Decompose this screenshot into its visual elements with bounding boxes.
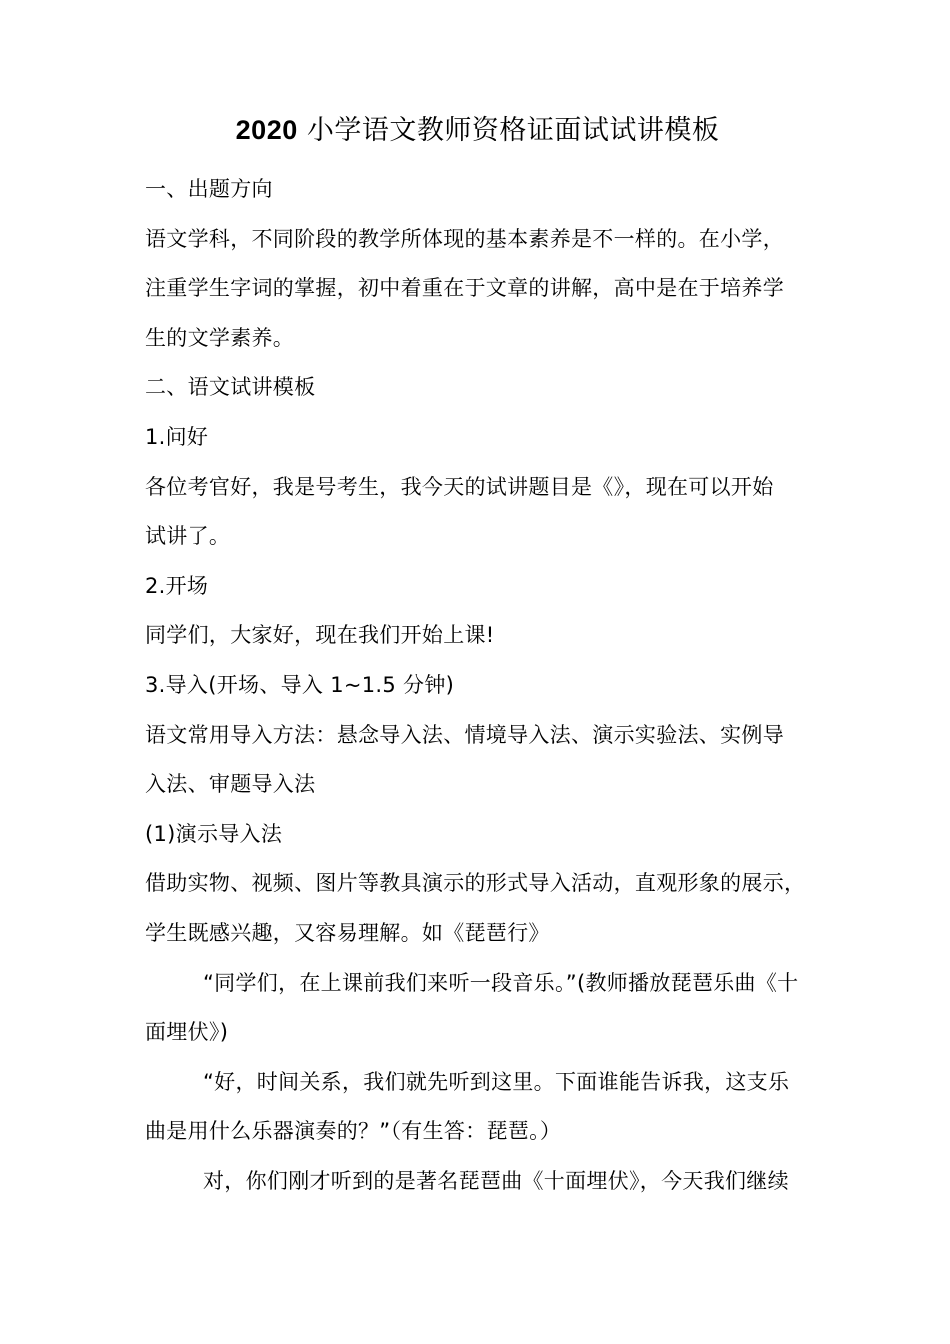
paragraph-line: 试讲了。 xyxy=(145,524,231,549)
document-title xyxy=(145,110,810,151)
paragraph-line: 生的文学素养。 xyxy=(145,325,295,350)
paragraph-line: 同学们，大家好，现在我们开始上课! xyxy=(145,623,495,648)
paragraph-line: 语文学科，不同阶段的教学所体现的基本素养是不一样的。在小学， xyxy=(145,226,784,251)
subheading-introduction: 3.导入(开场、导入 1~1.5 分钟) xyxy=(145,672,455,697)
quote-line: 面埋伏》) xyxy=(145,1020,229,1045)
paragraph-line: 借助实物、视频、图片等教具演示的形式导入活动，直观形象的展示， xyxy=(145,871,806,896)
paragraph-line: 对，你们刚才听到的是著名琵琶曲《十面埋伏》，今天我们继续 xyxy=(203,1168,789,1193)
document-body xyxy=(145,110,810,1206)
subheading-greeting: 1.问好 xyxy=(145,424,209,449)
quote-line: “好，时间关系，我们就先听到这里。下面谁能告诉我，这支乐 xyxy=(203,1069,790,1094)
paragraph-line: 入法、审题导入法 xyxy=(145,772,316,797)
subheading-opening: 2.开场 xyxy=(145,573,209,598)
quote-line: “同学们，在上课前我们来听一段音乐。”(教师播放琵琶乐曲《十 xyxy=(203,970,799,995)
quote-line: 曲是用什么乐器演奏的？”（有生答：琵琶。） xyxy=(145,1119,562,1144)
section-heading-1: 一、出题方向 xyxy=(145,177,273,201)
title-text: 小学语文教师资格证面试试讲模板 xyxy=(297,115,720,146)
section-heading-2: 二、语文试讲模板 xyxy=(145,375,316,400)
paragraph-line: 各位考官好，我是号考生，我今天的试讲题目是《》，现在可以开始 xyxy=(145,474,774,499)
paragraph-line: 语文常用导入方法：悬念导入法、情境导入法、演示实验法、实例导 xyxy=(145,722,784,747)
paragraph-line: 学生既感兴趣，又容易理解。如《琵琶行》 xyxy=(145,920,550,945)
title-year: 2020 xyxy=(235,115,298,145)
paragraph-line: 注重学生字词的掌握，初中着重在于文章的讲解，高中是在于培养学 xyxy=(145,276,784,301)
subheading-demo-method: (1)演示导入法 xyxy=(145,821,283,846)
